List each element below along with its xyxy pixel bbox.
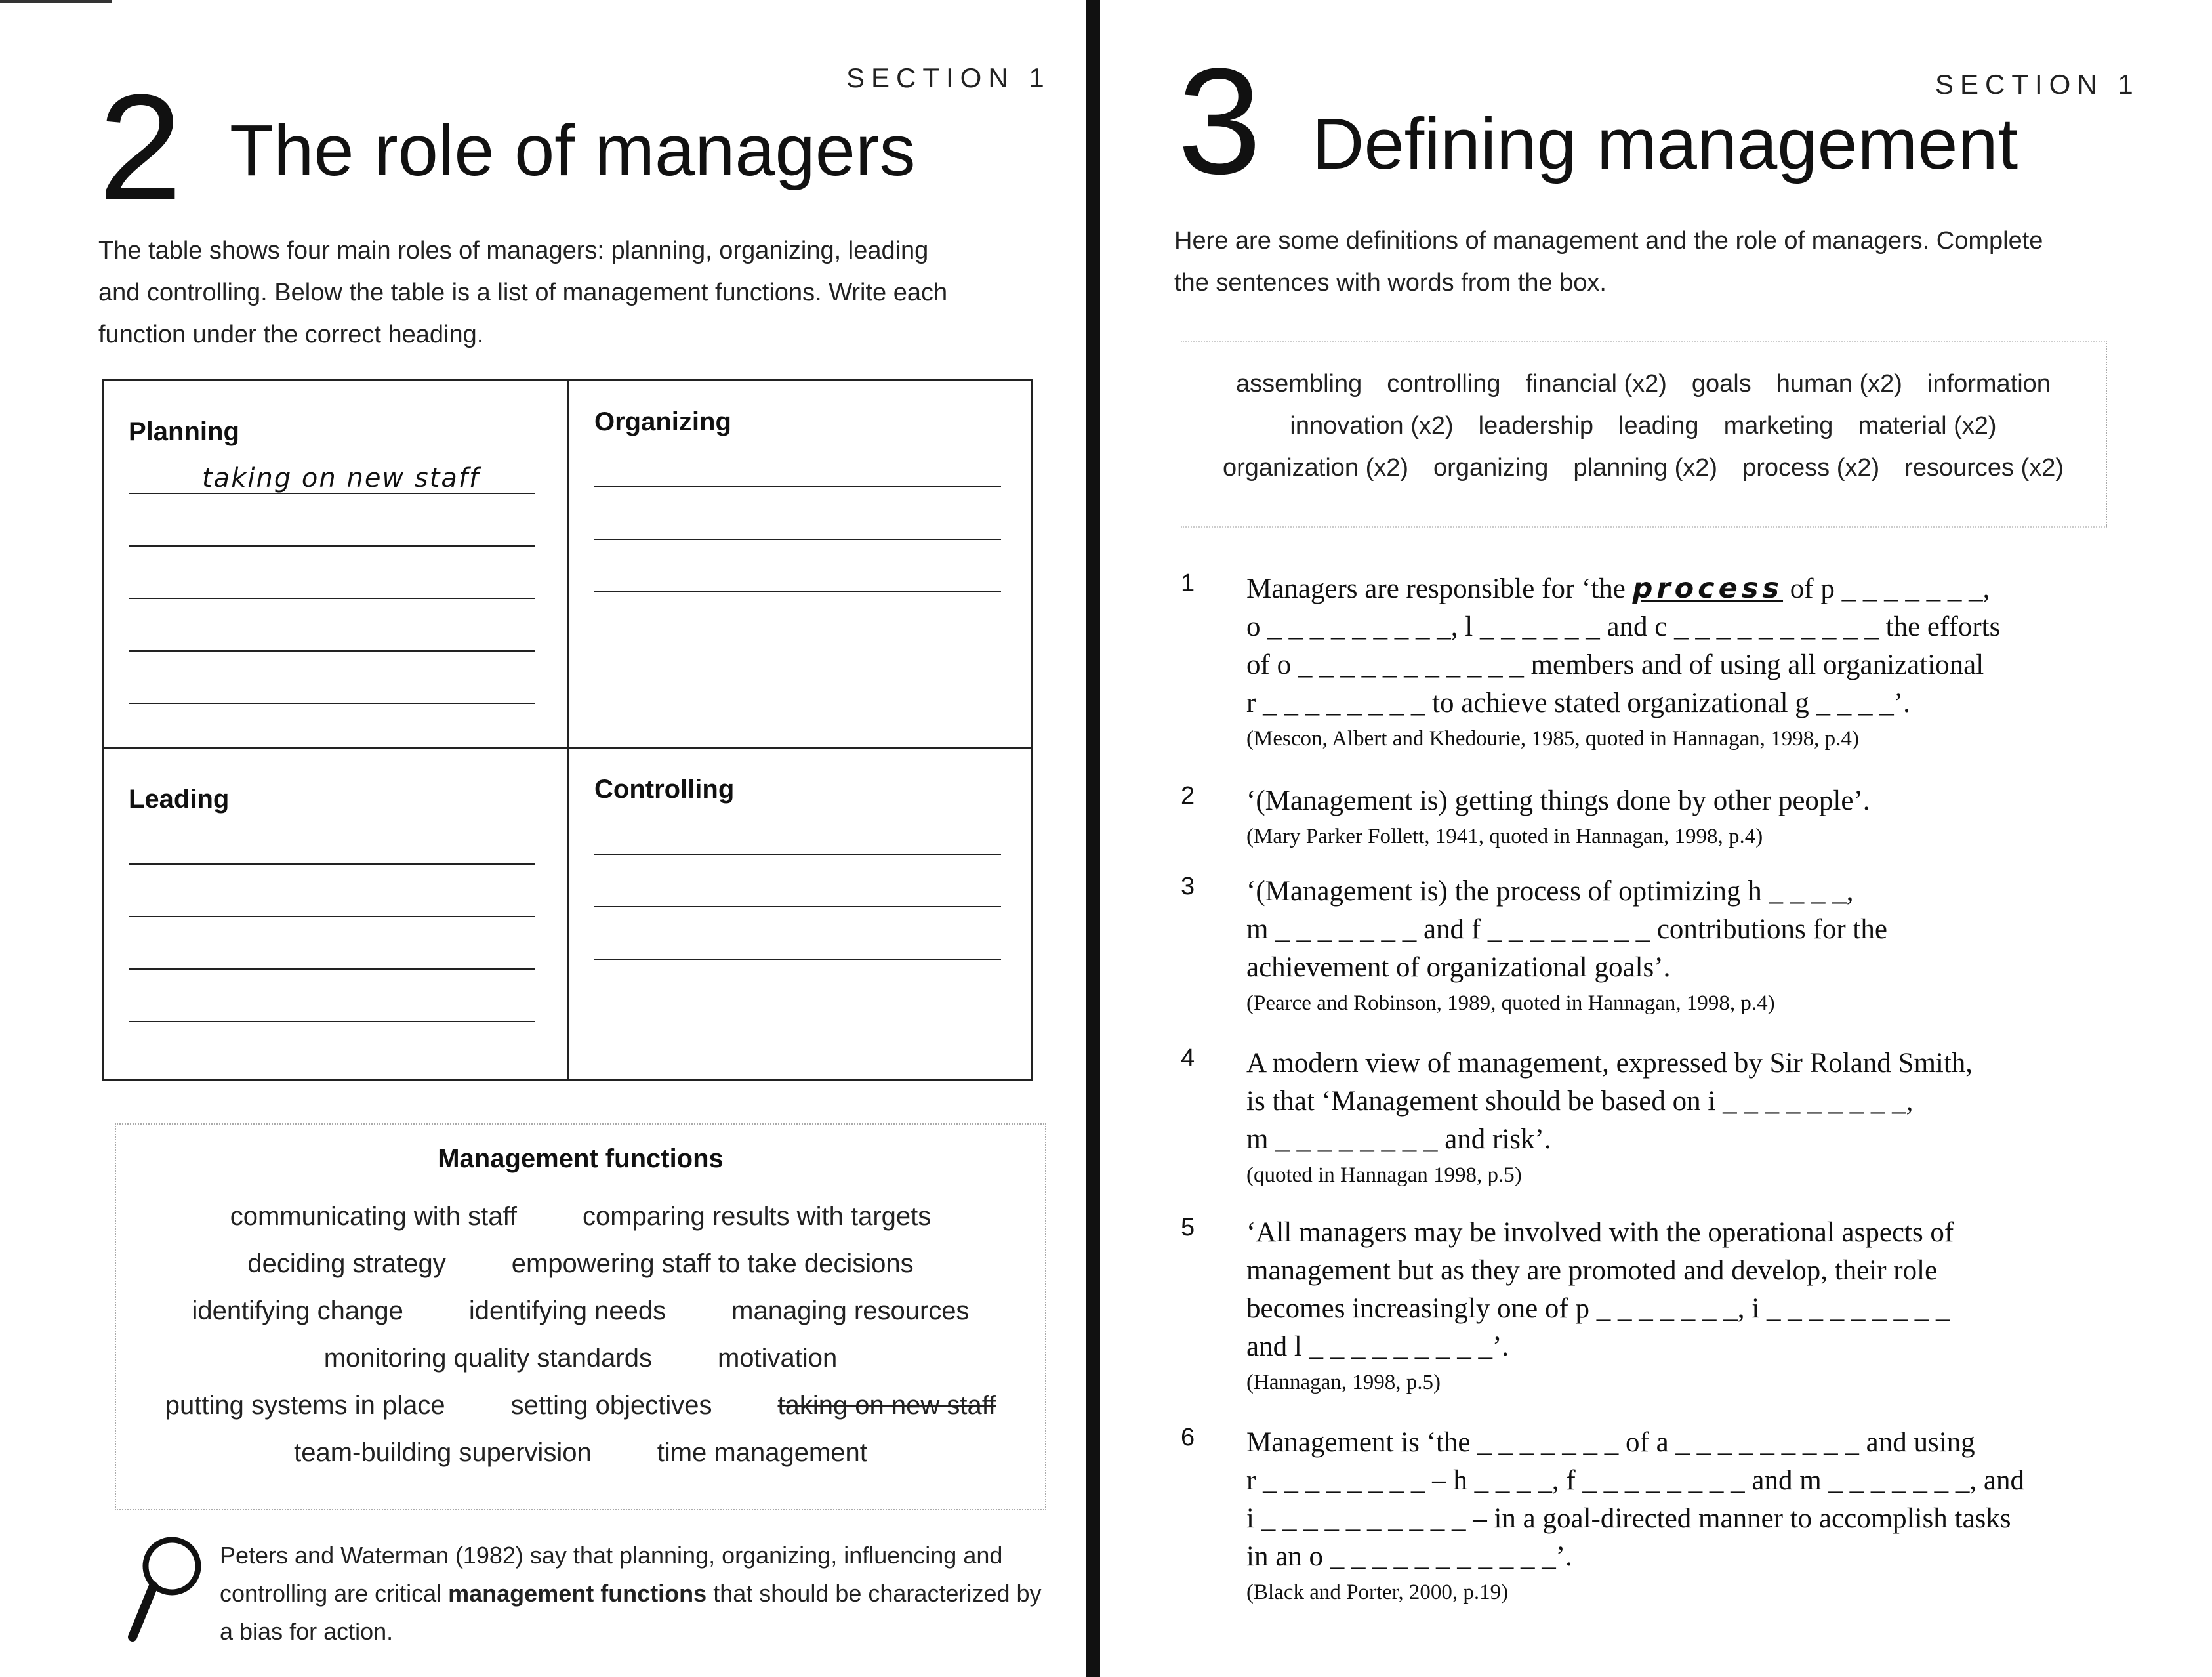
question-text: ‘(Management is) the process of optimizing h _ _ _ _, xyxy=(1246,876,1854,907)
question-number: 2 xyxy=(1181,782,1195,810)
planning-answer-line[interactable] xyxy=(129,493,535,494)
left-intro-line: function under the correct heading. xyxy=(98,321,484,348)
leading-answer-line[interactable] xyxy=(129,863,535,865)
question-number: 6 xyxy=(1181,1424,1195,1451)
question-line xyxy=(1246,782,2112,820)
planning-answer-line[interactable] xyxy=(129,650,535,652)
question-line xyxy=(1246,646,2112,684)
example-answer: process xyxy=(1632,572,1784,605)
function-item: communicating with staff xyxy=(230,1202,517,1231)
tip-note-bold: management functions xyxy=(448,1580,707,1607)
management-functions-box xyxy=(115,1123,1046,1510)
right-unit-number: 3 xyxy=(1178,37,1261,205)
left-intro xyxy=(98,230,947,356)
right-section-label: SECTION 1 xyxy=(1935,69,2140,100)
book-gutter xyxy=(1086,0,1100,1677)
question-body xyxy=(1246,569,2112,755)
word-box-item: leadership xyxy=(1478,412,1594,440)
question-line xyxy=(1246,1290,2112,1328)
leading-answer-line[interactable] xyxy=(129,968,535,970)
word-box-item: information xyxy=(1927,370,2051,398)
word-box-item: process (x2) xyxy=(1742,454,1880,482)
leading-heading: Leading xyxy=(129,785,230,814)
right-intro-line: the sentences with words from the box. xyxy=(1174,269,1607,297)
question-text: Managers are responsible for ‘the xyxy=(1246,573,1633,604)
controlling-answer-line[interactable] xyxy=(594,906,1001,907)
question-number: 5 xyxy=(1181,1214,1195,1241)
question-text: m _ _ _ _ _ _ _ _ and risk’. xyxy=(1246,1124,1551,1155)
roles-table xyxy=(102,379,1033,1081)
word-box-item: organization (x2) xyxy=(1223,454,1409,482)
question-line xyxy=(1246,949,2112,987)
question-line xyxy=(1246,684,2112,722)
function-item: identifying change xyxy=(192,1296,403,1325)
question-text: management but as they are promoted and develop, their role xyxy=(1246,1255,1938,1286)
function-item: identifying needs xyxy=(468,1296,666,1325)
planning-answer-line[interactable] xyxy=(129,703,535,704)
leading-answer-line[interactable] xyxy=(129,916,535,917)
word-box-row xyxy=(1181,412,2106,440)
question-line xyxy=(1246,1045,2112,1083)
tip-note xyxy=(125,1529,1056,1660)
function-item: deciding strategy xyxy=(247,1249,446,1278)
functions-row xyxy=(116,1296,1045,1326)
question-line xyxy=(1246,1500,2112,1538)
question-text: ‘All managers may be involved with the operational aspects of xyxy=(1246,1217,1954,1248)
function-item: putting systems in place xyxy=(165,1391,445,1420)
controlling-cell xyxy=(569,749,1031,1079)
word-box-row xyxy=(1181,454,2106,482)
left-page-title: The role of managers xyxy=(230,110,916,191)
functions-row xyxy=(116,1202,1045,1232)
word-box-item: financial (x2) xyxy=(1525,370,1667,398)
question-reference: (Pearce and Robinson, 1989, quoted in Hannagan, 1998, p.4) xyxy=(1246,991,1775,1015)
question-line xyxy=(1246,873,2112,911)
question-body xyxy=(1246,782,2112,853)
planning-answer-line[interactable] xyxy=(129,598,535,599)
question-line xyxy=(1246,1424,2112,1462)
question-line xyxy=(1246,608,2112,646)
controlling-answer-line[interactable] xyxy=(594,854,1001,855)
word-box-row xyxy=(1181,370,2106,398)
word-box-item: innovation (x2) xyxy=(1290,412,1454,440)
function-item: monitoring quality standards xyxy=(323,1344,652,1373)
question-body xyxy=(1246,873,2112,1020)
question-number: 1 xyxy=(1181,569,1195,597)
leading-answer-line[interactable] xyxy=(129,1021,535,1022)
organizing-heading: Organizing xyxy=(594,407,731,436)
functions-row xyxy=(116,1344,1045,1373)
right-intro-line: Here are some definitions of management and the role of managers. Complete xyxy=(1174,227,2043,255)
function-item: time management xyxy=(657,1438,867,1467)
function-item: comparing results with targets xyxy=(582,1202,932,1231)
magnifying-glass-icon xyxy=(125,1532,210,1644)
question-line xyxy=(1246,569,2112,608)
question-text: and l _ _ _ _ _ _ _ _ _’. xyxy=(1246,1331,1509,1362)
question-text: becomes increasingly one of p _ _ _ _ _ _ _, i _ _ _ _ _ _ _ _ _ xyxy=(1246,1293,1950,1324)
controlling-answer-line[interactable] xyxy=(594,959,1001,960)
word-box-item: material (x2) xyxy=(1858,412,1997,440)
left-section-label: SECTION 1 xyxy=(846,62,1051,93)
word-box-item: leading xyxy=(1618,412,1699,440)
organizing-answer-line[interactable] xyxy=(594,539,1001,540)
organizing-cell xyxy=(569,381,1031,749)
question-text: A modern view of management, expressed by Sir Roland Smith, xyxy=(1246,1048,1973,1079)
question-line xyxy=(1246,911,2112,949)
question-text: o _ _ _ _ _ _ _ _ _, l _ _ _ _ _ _ and c _ _ _ _ _ _ _ _ _ _ the efforts xyxy=(1246,611,2001,642)
planning-example: taking on new staff xyxy=(202,463,480,493)
functions-row xyxy=(116,1249,1045,1279)
question-line xyxy=(1246,1083,2112,1121)
question-text: r _ _ _ _ _ _ _ _ – h _ _ _ _, f _ _ _ _ _ _ _ _ and m _ _ _ _ _ _ _, and xyxy=(1246,1465,2025,1496)
right-intro xyxy=(1174,220,2043,304)
management-functions-heading: Management functions xyxy=(438,1144,724,1173)
question-body xyxy=(1246,1045,2112,1191)
question-text: r _ _ _ _ _ _ _ _ to achieve stated organizational g _ _ _ _’. xyxy=(1246,688,1910,718)
word-box xyxy=(1181,341,2107,528)
function-item: empowering staff to take decisions xyxy=(511,1249,914,1278)
planning-heading: Planning xyxy=(129,417,239,446)
function-item: team-building supervision xyxy=(294,1438,592,1467)
functions-row xyxy=(116,1391,1045,1420)
controlling-heading: Controlling xyxy=(594,775,735,804)
tip-note-text xyxy=(220,1537,1046,1651)
question-reference: (Mescon, Albert and Khedourie, 1985, quoted in Hannagan, 1998, p.4) xyxy=(1246,727,1859,751)
planning-cell xyxy=(104,381,569,749)
question-text: i _ _ _ _ _ _ _ _ _ _ – in a goal-directed manner to accomplish tasks xyxy=(1246,1503,2011,1534)
question-line xyxy=(1246,1121,2112,1159)
question-number: 4 xyxy=(1181,1045,1195,1072)
word-box-item: marketing xyxy=(1723,412,1833,440)
question-text: is that ‘Management should be based on i _ _ _ _ _ _ _ _ _, xyxy=(1246,1086,1914,1117)
planning-answer-line[interactable] xyxy=(129,545,535,547)
question-reference: (Hannagan, 1998, p.5) xyxy=(1246,1371,1441,1394)
organizing-answer-line[interactable] xyxy=(594,486,1001,487)
question-reference: (quoted in Hannagan 1998, p.5) xyxy=(1246,1163,1522,1187)
organizing-answer-line[interactable] xyxy=(594,591,1001,592)
question-reference: (Black and Porter, 2000, p.19) xyxy=(1246,1581,1509,1604)
functions-row xyxy=(116,1438,1045,1468)
function-item: managing resources xyxy=(731,1296,970,1325)
word-box-item: organizing xyxy=(1433,454,1549,482)
top-rule xyxy=(0,0,112,3)
question-line xyxy=(1246,1462,2112,1500)
tip-note-text-part: that should be characterized by a bias for action. xyxy=(220,1580,1042,1645)
question-number: 3 xyxy=(1181,873,1195,900)
question-line xyxy=(1246,1214,2112,1252)
question-body xyxy=(1246,1424,2112,1609)
question-body xyxy=(1246,1214,2112,1399)
word-box-item: assembling xyxy=(1236,370,1362,398)
function-item: motivation xyxy=(717,1344,838,1373)
question-line xyxy=(1246,1538,2112,1576)
question-text: achievement of organizational goals’. xyxy=(1246,952,1671,983)
question-line xyxy=(1246,1252,2112,1290)
leading-cell xyxy=(104,749,569,1079)
function-item-used: taking on new staff xyxy=(777,1391,996,1420)
question-line xyxy=(1246,1328,2112,1366)
word-box-item: planning (x2) xyxy=(1573,454,1718,482)
right-page-title: Defining management xyxy=(1312,104,2018,184)
tip-note-text-part: Peters and Waterman (1982) say that planning, organizing, influencing and controlling are critical xyxy=(220,1542,1003,1607)
word-box-item: resources (x2) xyxy=(1904,454,2064,482)
question-text: of p _ _ _ _ _ _ _, xyxy=(1783,573,1990,604)
question-text: Management is ‘the _ _ _ _ _ _ _ of a _ _ _ _ _ _ _ _ _ and using xyxy=(1246,1427,1975,1458)
left-unit-number: 2 xyxy=(98,63,182,232)
word-box-item: controlling xyxy=(1387,370,1501,398)
question-text: of o _ _ _ _ _ _ _ _ _ _ _ members and of using all organizational xyxy=(1246,650,1984,680)
question-reference: (Mary Parker Follett, 1941, quoted in Hannagan, 1998, p.4) xyxy=(1246,825,1763,848)
question-text: in an o _ _ _ _ _ _ _ _ _ _ _’. xyxy=(1246,1541,1572,1572)
function-item: setting objectives xyxy=(510,1391,712,1420)
left-intro-line: and controlling. Below the table is a list of management functions. Write each xyxy=(98,279,948,306)
word-box-item: human (x2) xyxy=(1776,370,1902,398)
left-intro-line: The table shows four main roles of managers: planning, organizing, leading xyxy=(98,237,929,264)
question-text: m _ _ _ _ _ _ _ and f _ _ _ _ _ _ _ _ contributions for the xyxy=(1246,914,1887,945)
word-box-item: goals xyxy=(1691,370,1751,398)
question-text: ‘(Management is) getting things done by other people’. xyxy=(1246,785,1870,816)
